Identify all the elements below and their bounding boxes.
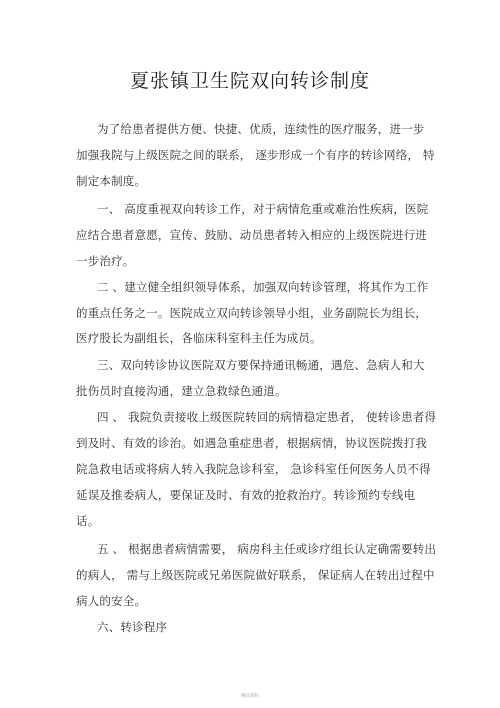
- page-footer: 精品资料: [241, 694, 259, 699]
- document-title: 夏张镇卫生院双向转诊制度: [129, 70, 370, 92]
- paragraph-line: 院急救电话或将病人转入我院急诊科室， 急诊科室任何医务人员不得: [76, 462, 431, 476]
- paragraph-line: 一、 高度重视双向转诊工作，对于病情危重或难治性疾病，医院: [97, 202, 429, 216]
- paragraph-line: 一步治疗。: [76, 254, 135, 268]
- paragraph-line: 三、双向转诊协议医院双方要保持通讯畅通，遇危、急病人和大: [97, 358, 425, 372]
- paragraph-line: 延误及推委病人，要保证及时、有效的抢救治疗。转诊预约专线电: [76, 488, 416, 502]
- paragraph-line: 批伤员时直接沟通，建立急救绿色通道。: [76, 384, 287, 398]
- paragraph-line: 为了给患者提供方便、快捷、优质，连续性的医疗服务，进一步: [97, 122, 425, 136]
- paragraph-line: 话。: [76, 514, 100, 528]
- paragraph-line: 四 、 我院负责接收上级医院转回的病情稳定患者， 使转诊患者得: [97, 410, 437, 424]
- paragraph-line: 的病人， 需与上级医院或兄弟医院做好联系， 保证病人在转出过程中: [76, 568, 435, 582]
- paragraph-line: 制定本制度。: [76, 174, 147, 188]
- paragraph-line: 五 、 根据患者病情需要， 病房科主任或诊疗组长认定确需要转出: [97, 542, 437, 556]
- paragraph-line: 的重点任务之一。医院成立双向转诊领导小组，业务副院长为组长，: [76, 306, 427, 320]
- paragraph-line: 医疗股长为副组长，各临床科室科主任为成员。: [76, 331, 322, 345]
- paragraph-line: 加强我院与上级医院之间的联系， 逐步形成一个有序的转诊网络， 特: [76, 148, 435, 162]
- paragraph-line: 到及时、有效的诊治。如遇急重症患者，根据病情，协议医院拨打我: [76, 436, 427, 450]
- paragraph-line: 应结合患者意愿，宣传、鼓励、动员患者转入相应的上级医院进行进: [76, 228, 427, 242]
- paragraph-line: 病人的安全。: [76, 594, 147, 608]
- paragraph-line: 二 、建立健全组织领导体系，加强双向转诊管理，将其作为工作: [97, 280, 429, 294]
- section-heading: 六、转诊程序: [97, 620, 168, 634]
